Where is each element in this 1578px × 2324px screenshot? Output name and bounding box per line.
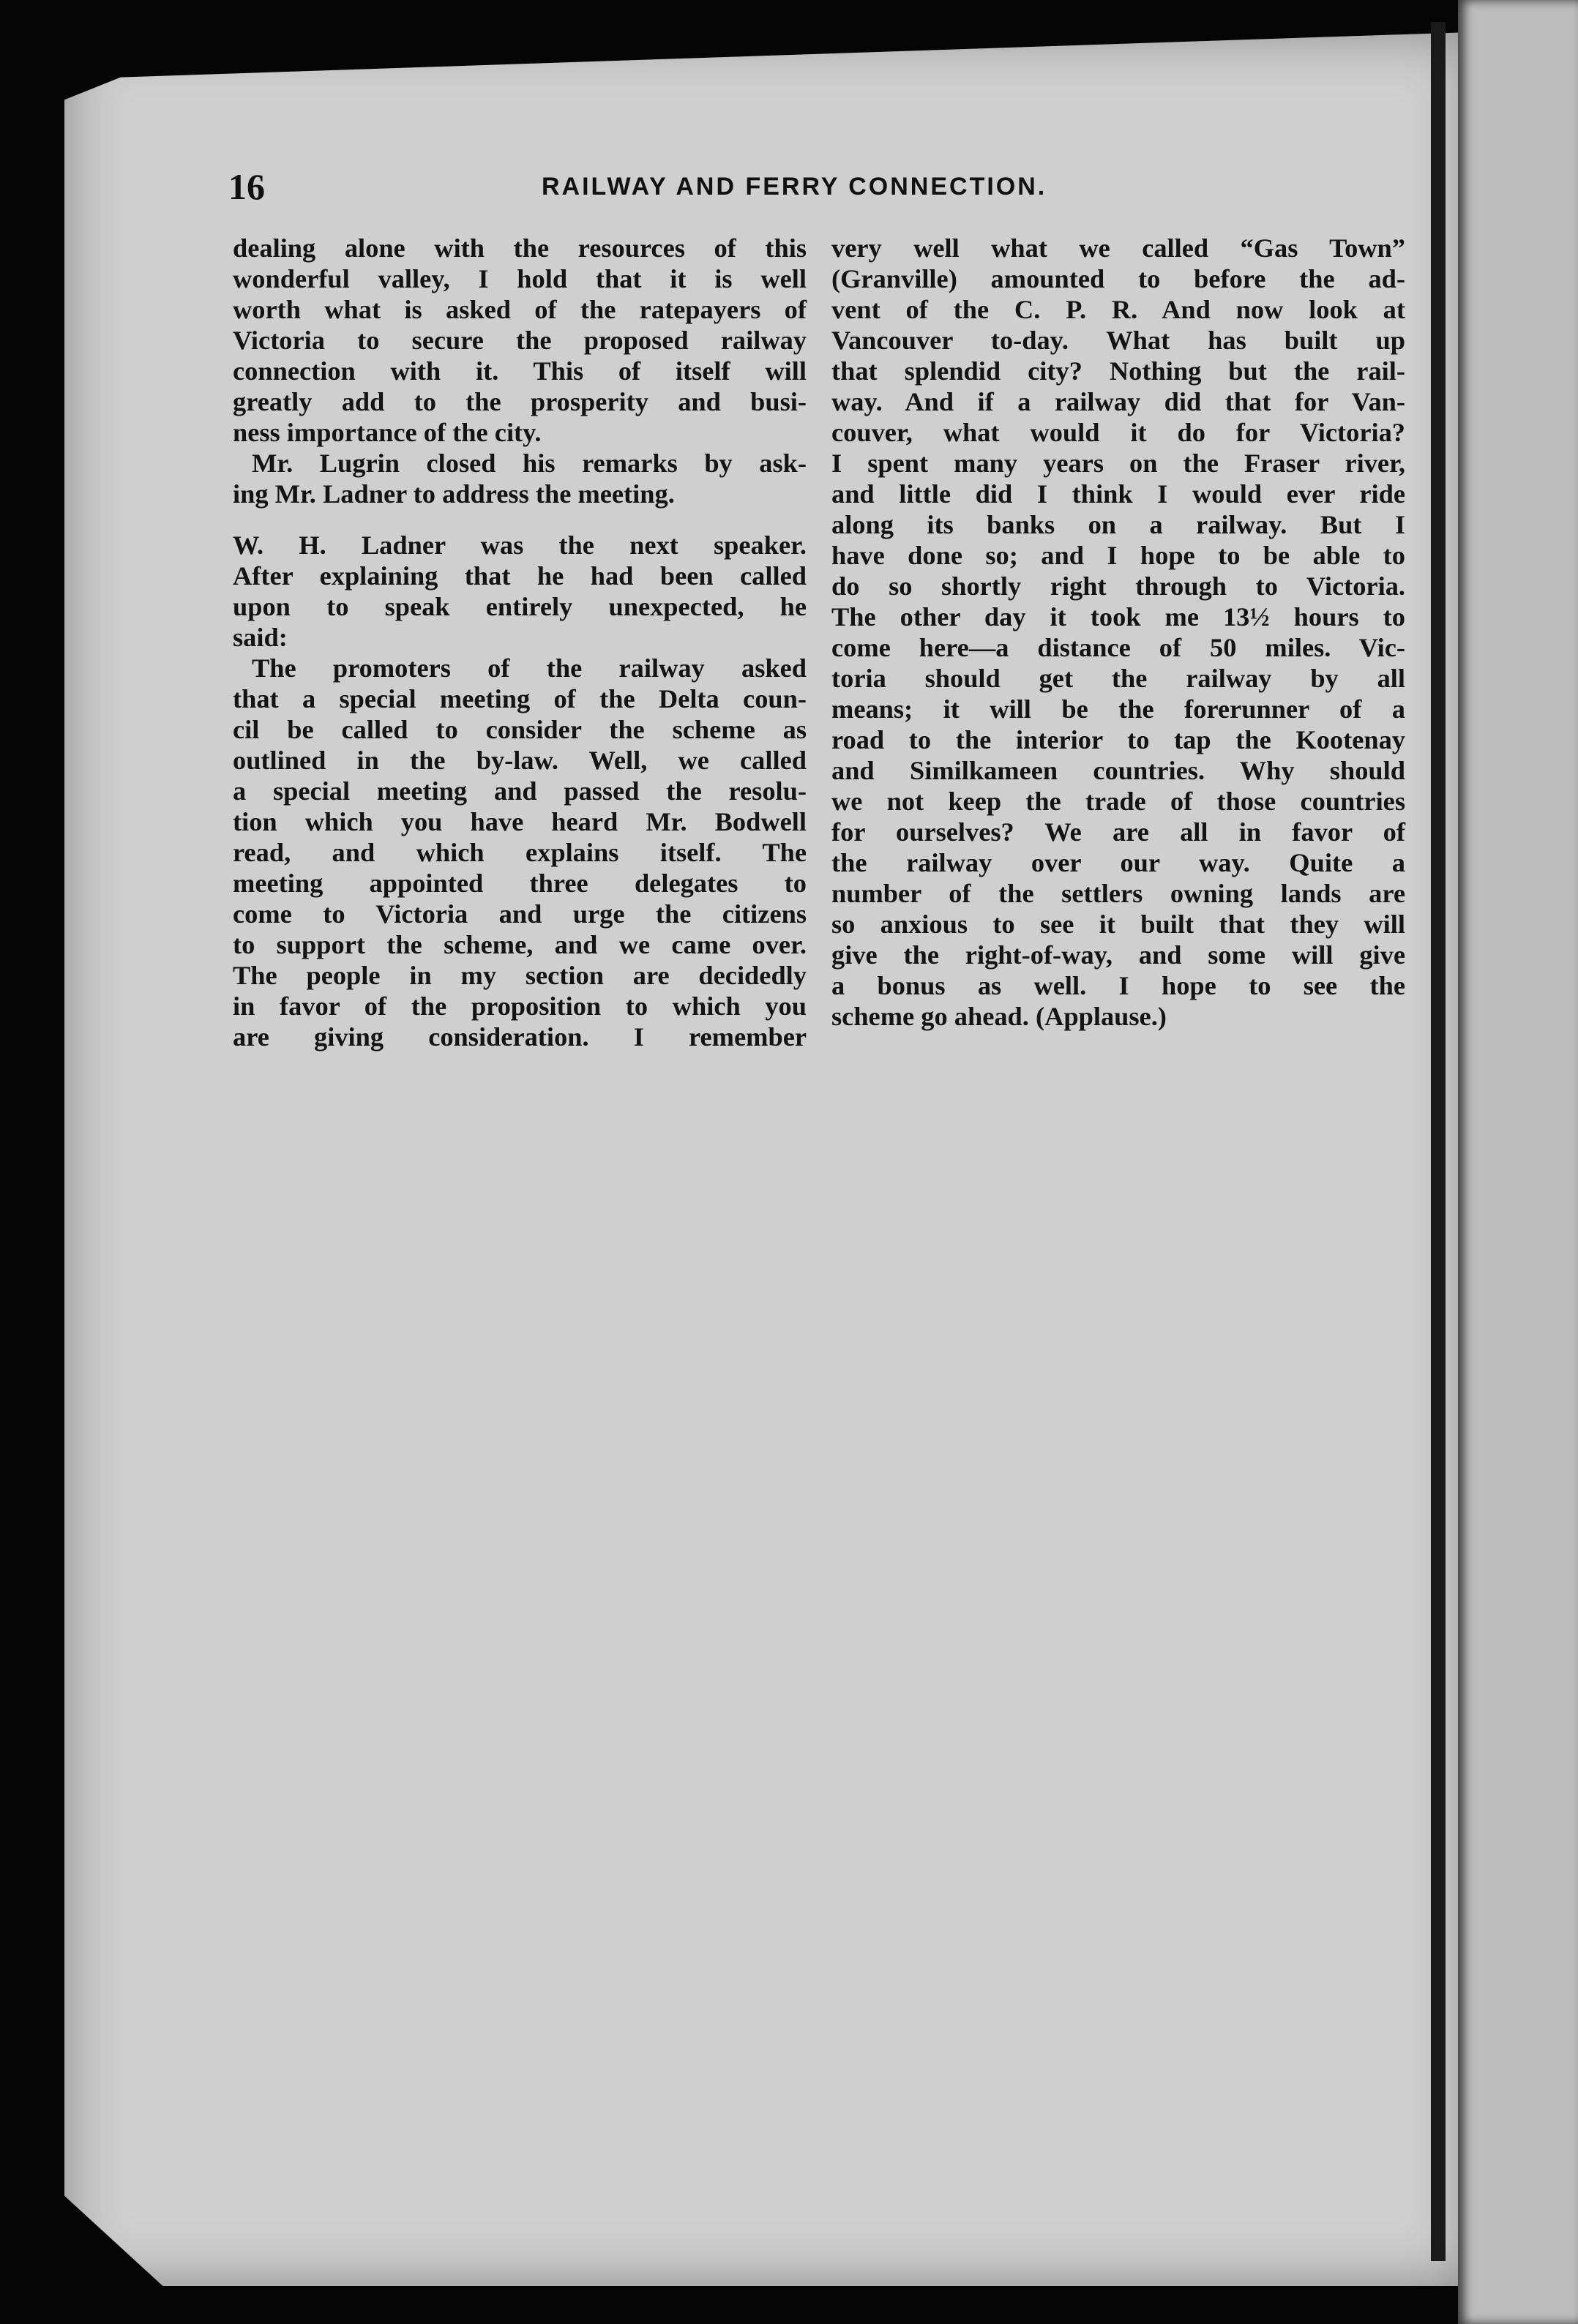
text-line: The people in my section are decidedly (233, 961, 807, 990)
text-line: ing Mr. Ladner to address the meeting. (233, 479, 675, 509)
text-line: wonderful valley, I hold that it is well (233, 264, 807, 293)
text-line: W. H. Ladner was the next speaker. (233, 531, 807, 560)
text-line: we not keep the trade of those countries (831, 787, 1405, 816)
text-line: number of the settlers owning lands are (831, 879, 1405, 908)
text-line: that a special meeting of the Delta coun- (233, 684, 807, 713)
facing-page-edge (1458, 0, 1578, 2324)
text-line: have done so; and I hope to be able to (831, 541, 1405, 570)
text-line: come here—a distance of 50 miles. Vic- (831, 633, 1405, 662)
text-line: cil be called to consider the scheme as (233, 715, 807, 744)
text-line: come to Victoria and urge the citizens (233, 899, 807, 929)
text-line: outlined in the by-law. Well, we called (233, 746, 807, 775)
text-line: vent of the C. P. R. And now look at (831, 295, 1405, 324)
book-spine (1431, 22, 1446, 2261)
text-line: Mr. Lugrin closed his remarks by ask- (252, 449, 807, 478)
text-line: meeting appointed three delegates to (233, 869, 807, 898)
text-line: that splendid city? Nothing but the rail- (831, 356, 1405, 386)
text-line: in favor of the proposition to which you (233, 992, 807, 1021)
text-line: for ourselves? We are all in favor of (831, 817, 1405, 847)
text-line: are giving consideration. I remember (233, 1022, 807, 1052)
text-line: scheme go ahead. (Applause.) (831, 1002, 1167, 1031)
text-line: a bonus as well. I hope to see the (831, 971, 1405, 1000)
text-line: The other day it took me 13½ hours to (831, 602, 1405, 631)
text-line: I spent many years on the Fraser river, (831, 449, 1405, 478)
text-line: couver, what would it do for Victoria? (831, 418, 1405, 447)
text-line: and Similkameen countries. Why should (831, 756, 1405, 785)
text-line: a special meeting and passed the resolu- (233, 776, 807, 806)
text-line: (Granville) amounted to before the ad- (831, 264, 1405, 293)
text-line: road to the interior to tap the Kootenay (831, 725, 1405, 754)
text-line: Vancouver to-day. What has built up (831, 326, 1405, 355)
running-head: RAILWAY AND FERRY CONNECTION. (542, 173, 1047, 200)
text-line: The promoters of the railway asked (252, 653, 807, 683)
text-line: dealing alone with the resources of this (233, 233, 807, 263)
text-line: Victoria to secure the proposed railway (233, 326, 807, 355)
text-line: worth what is asked of the ratepayers of (233, 295, 807, 324)
text-line: and little did I think I would ever ride (831, 479, 1405, 509)
text-line: read, and which explains itself. The (233, 838, 807, 867)
text-line: along its banks on a railway. But I (831, 510, 1405, 539)
text-line: give the right-of-way, and some will give (831, 940, 1405, 970)
text-line: very well what we called “Gas Town” (831, 233, 1405, 263)
text-line: greatly add to the prosperity and busi- (233, 387, 807, 416)
text-line: way. And if a railway did that for Van- (831, 387, 1405, 416)
text-line: After explaining that he had been called (233, 561, 807, 591)
text-line: the railway over our way. Quite a (831, 848, 1405, 877)
text-line: to support the scheme, and we came over. (233, 930, 807, 959)
left-text-column (233, 233, 807, 1052)
text-line: connection with it. This of itself will (233, 356, 807, 386)
text-line: tion which you have heard Mr. Bodwell (233, 807, 807, 836)
page-number: 16 (228, 166, 265, 207)
text-line: upon to speak entirely unexpected, he (233, 592, 807, 621)
right-text-column (831, 233, 1405, 1032)
text-line: means; it will be the forerunner of a (831, 694, 1405, 724)
text-line: do so shortly right through to Victoria. (831, 571, 1405, 601)
page-header (228, 165, 1429, 217)
text-line: toria should get the railway by all (831, 664, 1405, 693)
text-line: said: (233, 623, 288, 652)
text-line: ness importance of the city. (233, 418, 542, 447)
paragraph-gap (233, 509, 807, 530)
text-line: so anxious to see it built that they will (831, 910, 1405, 939)
